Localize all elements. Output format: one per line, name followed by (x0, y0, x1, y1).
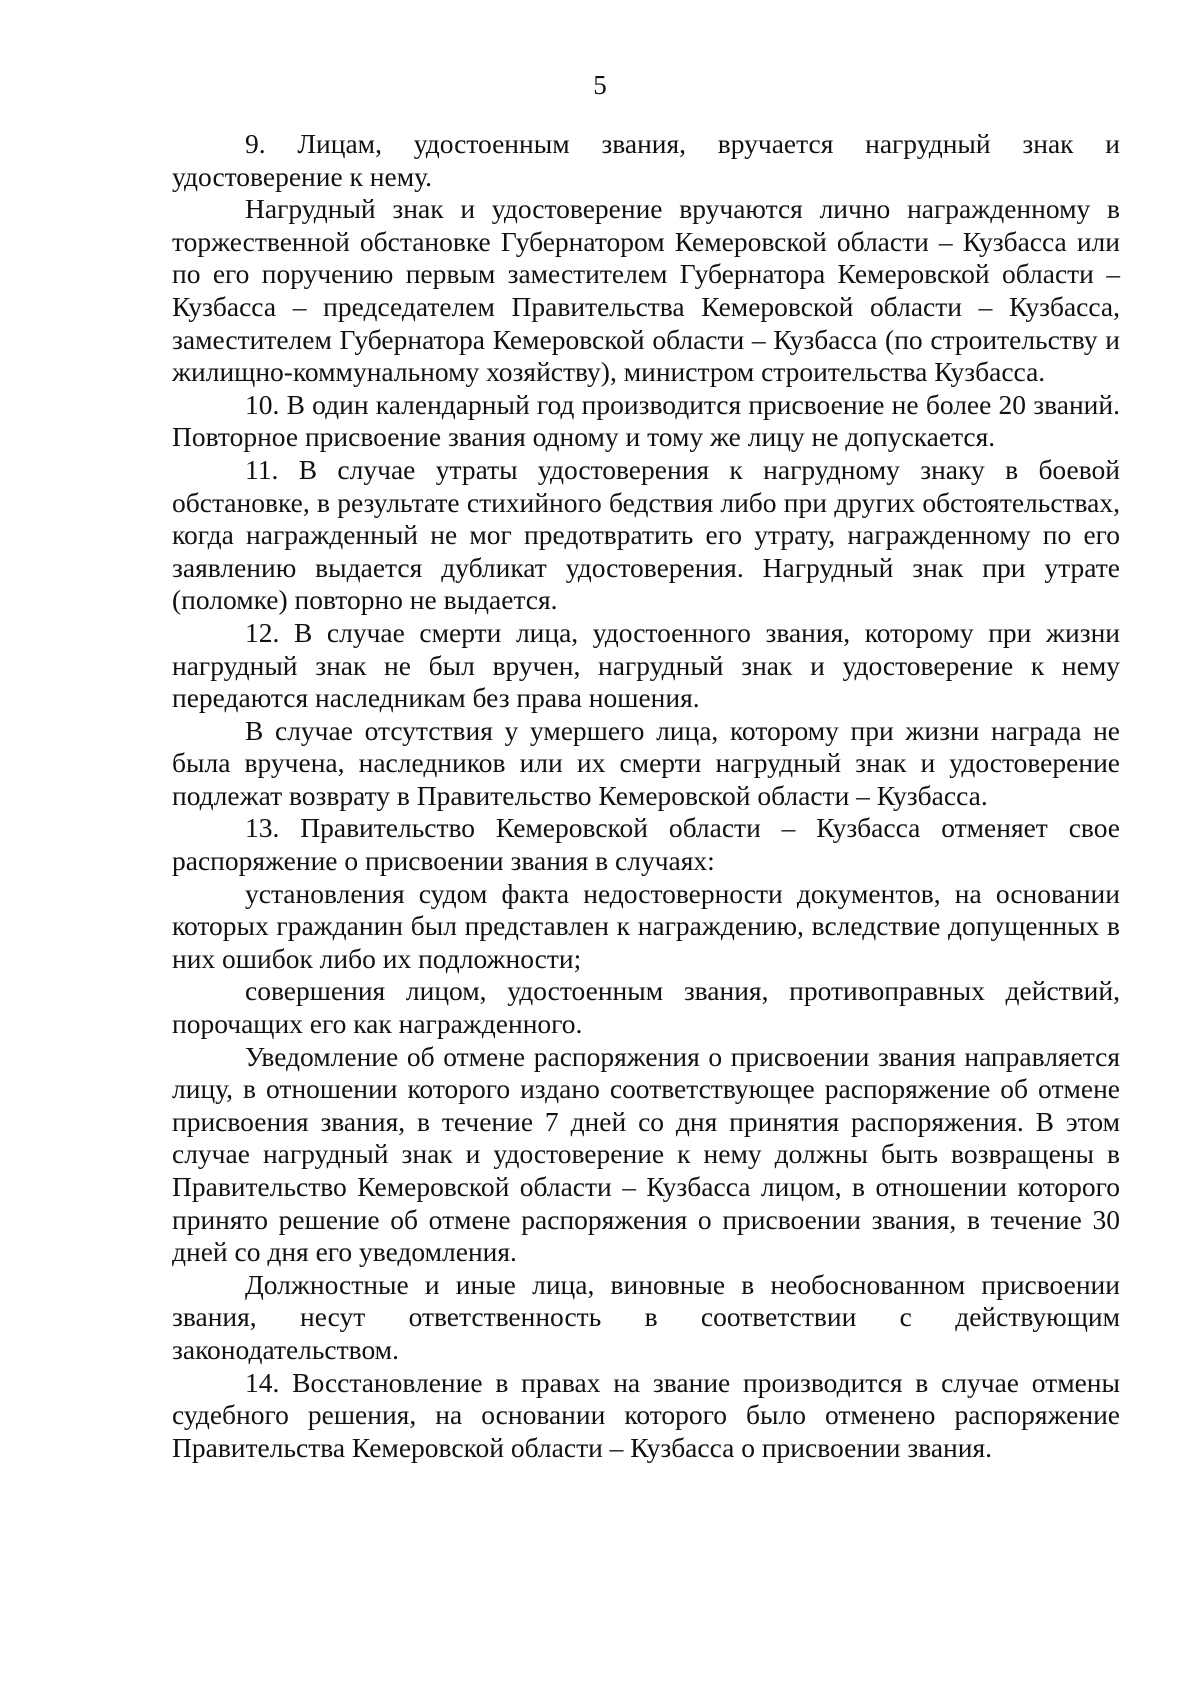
paragraph-13-case-documents: установления судом факта недостоверности документов, на основании которых гражданин был представлен к награждению, вследствие допущенных в них ошибок либо их подложности; (172, 877, 1120, 974)
document-body (172, 128, 1120, 1464)
paragraph-14: 14. Восстановление в правах на звание производится в случае отмены судебного решения, на основании которого было отменено распоряжение Правительства Кемеровской области – Кузбасса о присвоении звания. (172, 1366, 1120, 1463)
paragraph-11: 11. В случае утраты удостоверения к нагрудному знаку в боевой обстановке, в результате стихийного бедствия либо при других обстоятельствах, когда награжденный не мог предотвратить его утрату, награжденному по его заявлению выдается дубликат удостоверения. Нагрудный знак при утрате (поломке) повторно не выдается. (172, 453, 1120, 616)
paragraph-liability: Должностные и иные лица, виновные в необоснованном присвоении звания, несут ответственность в соответствии с действующим законодательством. (172, 1268, 1120, 1365)
paragraph-9: 9. Лицам, удостоенным звания, вручается нагрудный знак и удостоверение к нему. (172, 128, 1120, 192)
paragraph-13-case-unlawful-actions: совершения лицом, удостоенным звания, противоправных действий, порочащих его как награжденного. (172, 975, 1120, 1040)
paragraph-no-heirs: В случае отсутствия у умершего лица, которому при жизни награда не была вручена, наследников или их смерти нагрудный знак и удостоверение подлежат возврату в Правительство Кемеровской области – Кузбасса. (172, 714, 1120, 811)
paragraph-10: 10. В один календарный год производится присвоение не более 20 званий. Повторное присвоение звания одному и тому же лицу не допускается. (172, 388, 1120, 453)
page-number: 5 (593, 70, 607, 100)
paragraph-12: 12. В случае смерти лица, удостоенного звания, которому при жизни нагрудный знак не был вручен, нагрудный знак и удостоверение к нему передаются наследникам без права ношения. (172, 616, 1120, 714)
paragraph-badge-presentation: Нагрудный знак и удостоверение вручаются лично награжденному в торжественной обстановке Губернатором Кемеровской области – Кузбасса или по его поручению первым заместителем Губернатора Кемеровской области – Кузбасса – председателем Правительства Кемеровской области – Кузбасса, заместителем Губернатора Кемеровской области – Кузбасса (по строительству и жилищно-коммунальному хозяйству), министром строительства Кузбасса. (172, 193, 1120, 388)
paragraph-revocation-notice: Уведомление об отмене распоряжения о присвоении звания направляется лицу, в отношении которого издано соответствующее распоряжение об отмене присвоения звания, в течение 7 дней со дня принятия распоряжения. В этом случае нагрудный знак и удостоверение к нему должны быть возвращены в Правительство Кемеровской области – Кузбасса лицом, в отношении которого принято решение об отмене распоряжения о присвоении звания, в течение 30 дней со дня его уведомления. (172, 1040, 1120, 1268)
paragraph-13: 13. Правительство Кемеровской области – Кузбасса отменяет свое распоряжение о присвоении звания в случаях: (172, 812, 1120, 877)
